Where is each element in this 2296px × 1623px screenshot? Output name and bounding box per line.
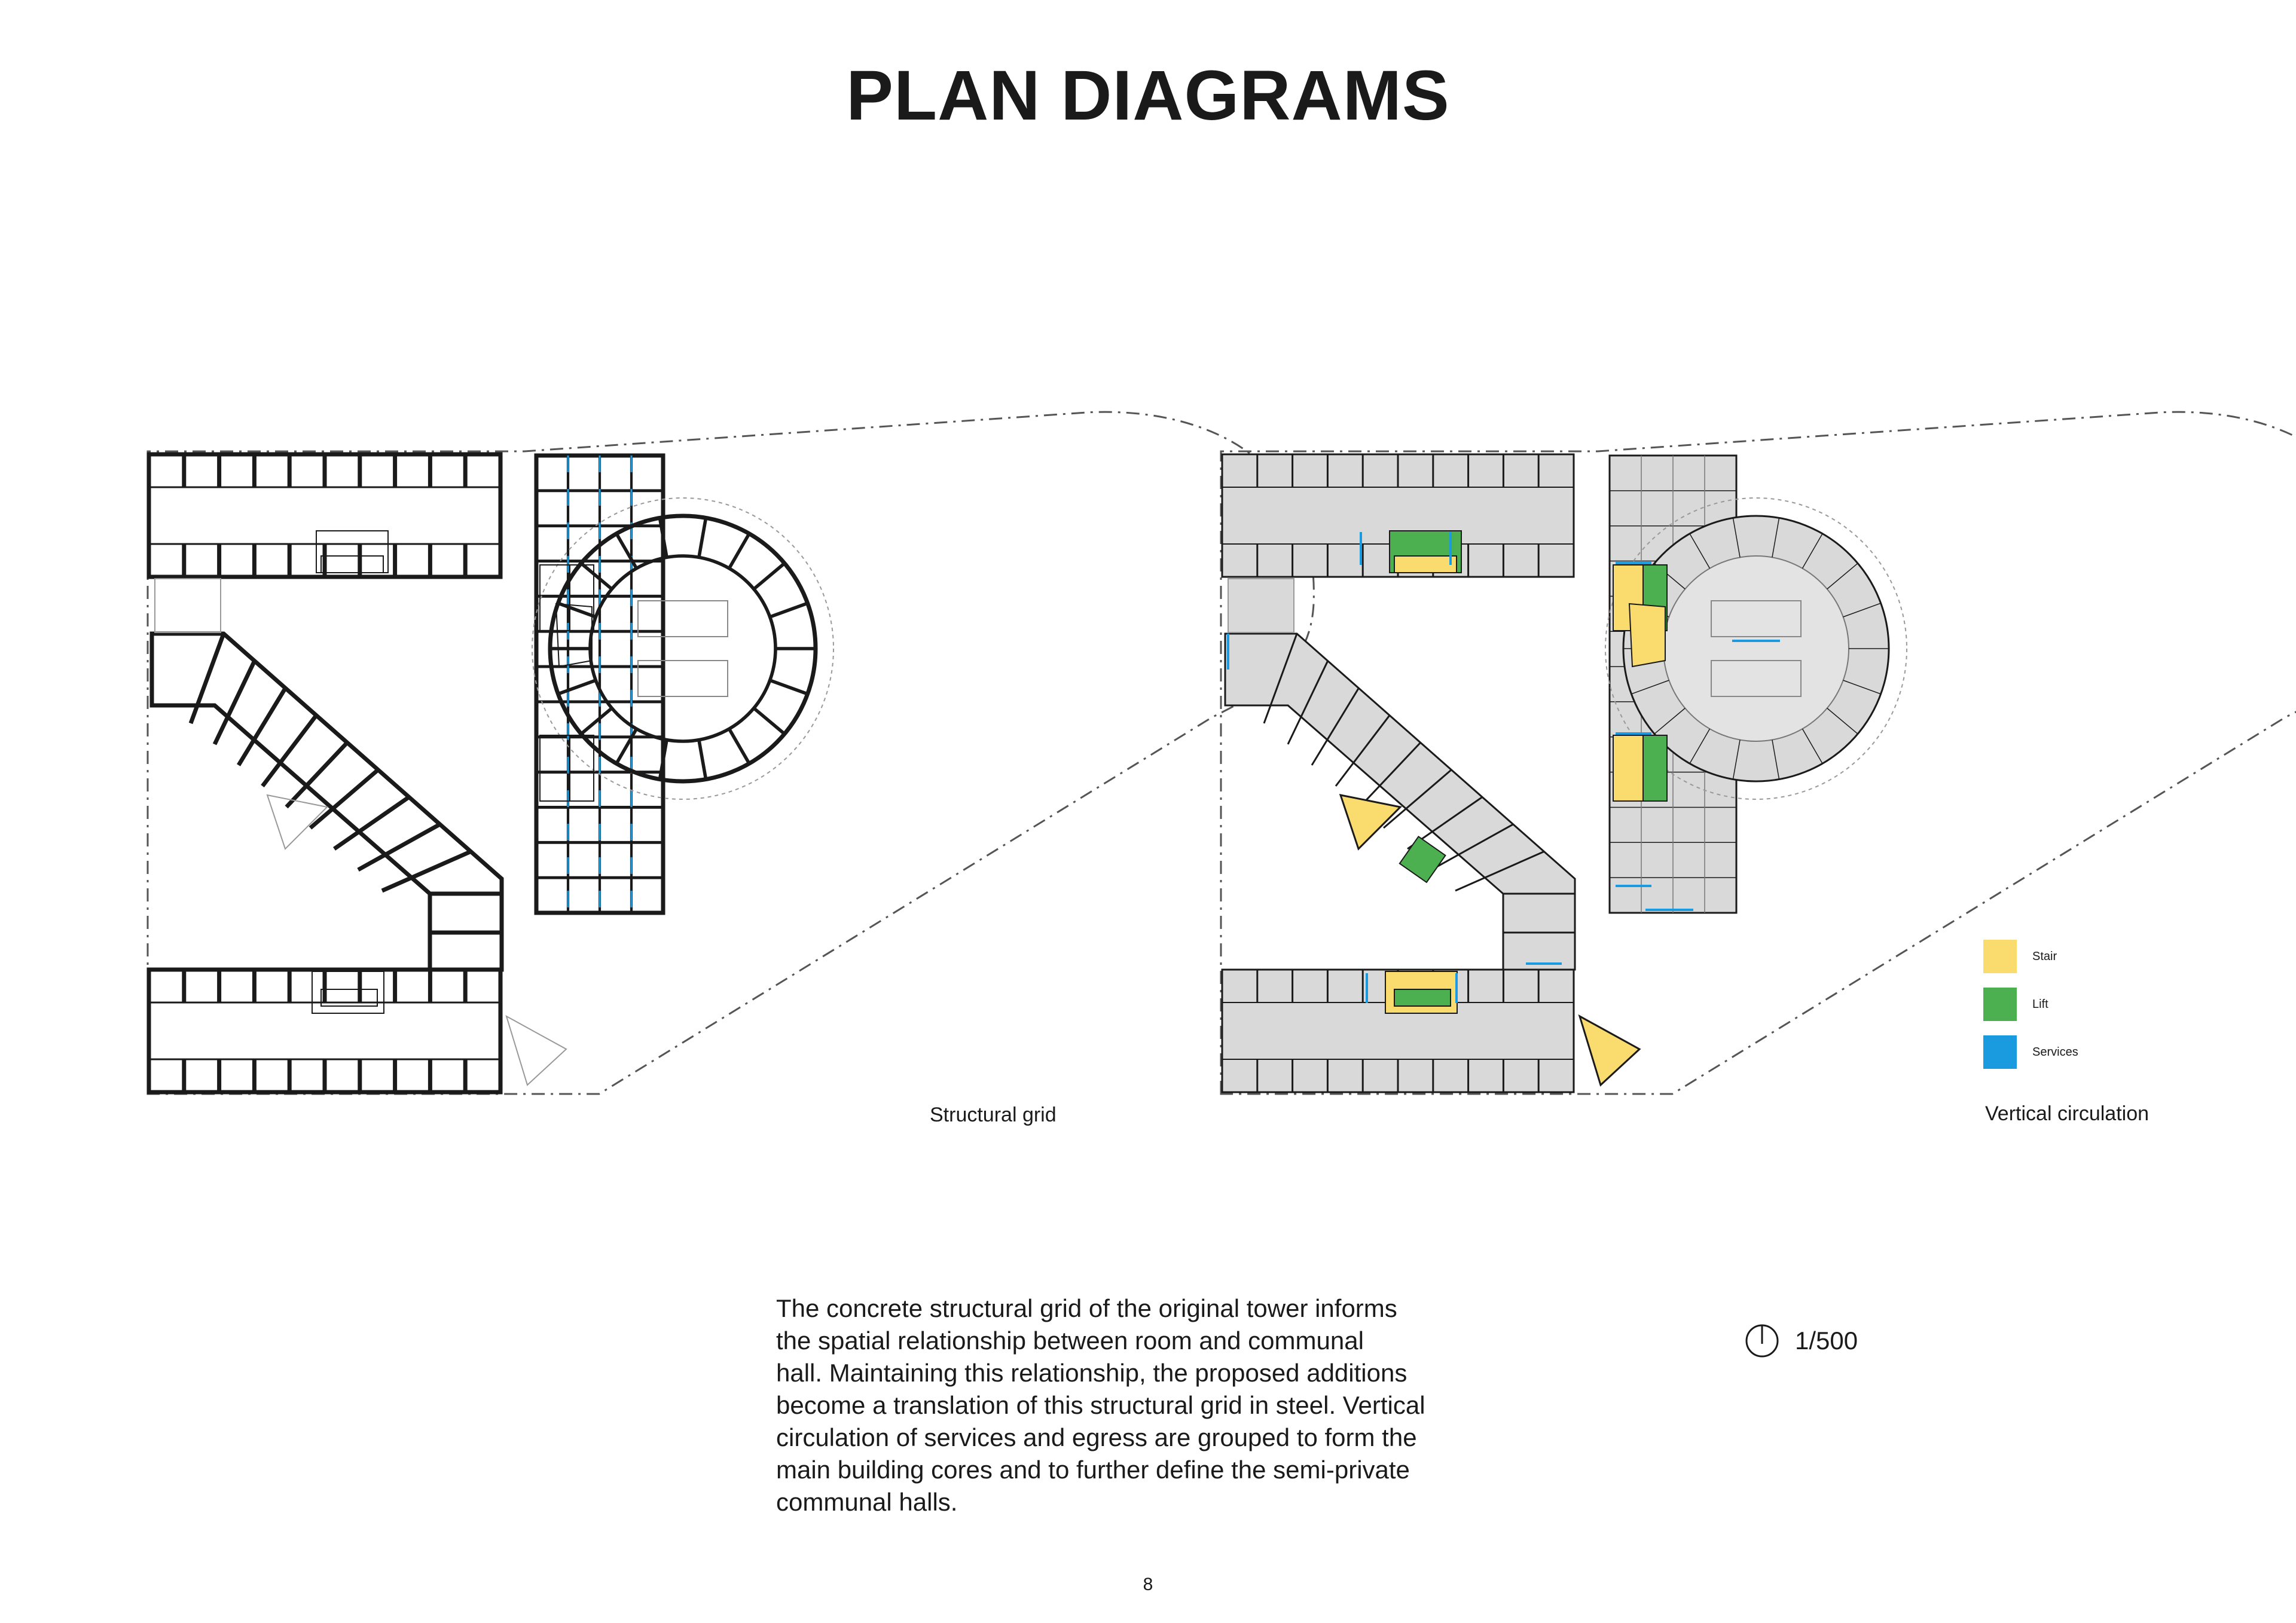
stair-swatch (1983, 940, 2017, 973)
stair-core (540, 735, 570, 801)
services-marker (1227, 634, 1229, 670)
legend-label-services: Services (2032, 1045, 2078, 1059)
services-marker (1616, 885, 1651, 887)
legend-item-stair (1983, 940, 2078, 973)
lift-core (1643, 735, 1667, 801)
lift-core (1400, 836, 1446, 882)
description-line: The concrete structural grid of the original tower informs (776, 1294, 1397, 1322)
lift-core (1394, 989, 1451, 1006)
services-marker (1645, 909, 1693, 911)
radial-grid-line (558, 680, 596, 694)
radial-grid-line (699, 518, 706, 557)
description-line: hall. Maintaining this relationship, the proposed additions (776, 1359, 1407, 1387)
radial-grid-line (754, 563, 784, 589)
grid-line (215, 661, 255, 744)
page-number: 8 (1143, 1575, 1153, 1594)
services-marker (1449, 532, 1452, 565)
services-marker (1616, 562, 1651, 564)
lift-swatch (1983, 988, 2017, 1021)
vertical-circulation-plan (1221, 412, 2296, 1094)
radial-grid-line (581, 563, 612, 589)
circulation-legend (1983, 940, 2078, 1083)
legend-item-services (1983, 1035, 2078, 1069)
triangular-stair-core (506, 1016, 566, 1085)
round-tower-inner (1663, 556, 1849, 741)
radial-grid-line (729, 534, 750, 568)
connector-landing (1228, 579, 1294, 632)
radial-grid-line (770, 603, 808, 617)
description-paragraph (776, 1292, 1553, 1518)
vertical-circulation-caption: Vertical circulation (1985, 1102, 2150, 1125)
grid-line (239, 688, 285, 765)
connector-landing (155, 579, 221, 632)
triangular-stair-core (1580, 1016, 1639, 1085)
radial-grid-line (754, 708, 784, 734)
scale-label: 1/500 (1795, 1326, 1858, 1355)
description-line: main building cores and to further define the semi-private (776, 1456, 1410, 1484)
legend-label-lift: Lift (2032, 997, 2048, 1011)
page-title: PLAN DIAGRAMS (846, 56, 1450, 135)
services-marker (1526, 962, 1562, 965)
description-line: the spatial relationship between room and communal (776, 1326, 1364, 1355)
lift-core (321, 989, 377, 1006)
services-marker (1616, 732, 1651, 735)
grid-line (358, 824, 440, 870)
stair-core (1613, 735, 1643, 801)
grid-line (262, 716, 316, 786)
legend-item-lift (1983, 988, 2078, 1021)
north-arrow-icon (1745, 1324, 1779, 1358)
services-marker (1732, 640, 1780, 642)
radial-grid-line (729, 729, 750, 763)
services-swatch (1983, 1035, 2017, 1069)
grid-line (382, 851, 471, 891)
radial-grid-line (616, 534, 637, 568)
services-marker (1360, 532, 1362, 565)
structural-grid-caption: Structural grid (930, 1104, 1057, 1126)
services-marker (1366, 973, 1368, 1003)
radial-grid-line (770, 680, 808, 694)
radial-grid-line (581, 708, 612, 734)
radial-grid-line (699, 740, 706, 780)
scale-indicator (1745, 1324, 1858, 1358)
round-tower-inner (590, 556, 775, 741)
radial-grid-line (616, 729, 637, 763)
structural-grid-plan (148, 412, 1314, 1094)
description-line: become a translation of this structural grid in steel. Vertical (776, 1391, 1425, 1419)
lift-core (316, 531, 388, 573)
services-marker (1455, 973, 1458, 1003)
stair-core (1394, 556, 1457, 573)
legend-label-stair: Stair (2032, 949, 2057, 963)
description-line: circulation of services and egress are grouped to form the (776, 1423, 1417, 1451)
stair-core (1629, 604, 1665, 667)
stair-core (321, 556, 383, 573)
description-line: communal halls. (776, 1488, 958, 1516)
